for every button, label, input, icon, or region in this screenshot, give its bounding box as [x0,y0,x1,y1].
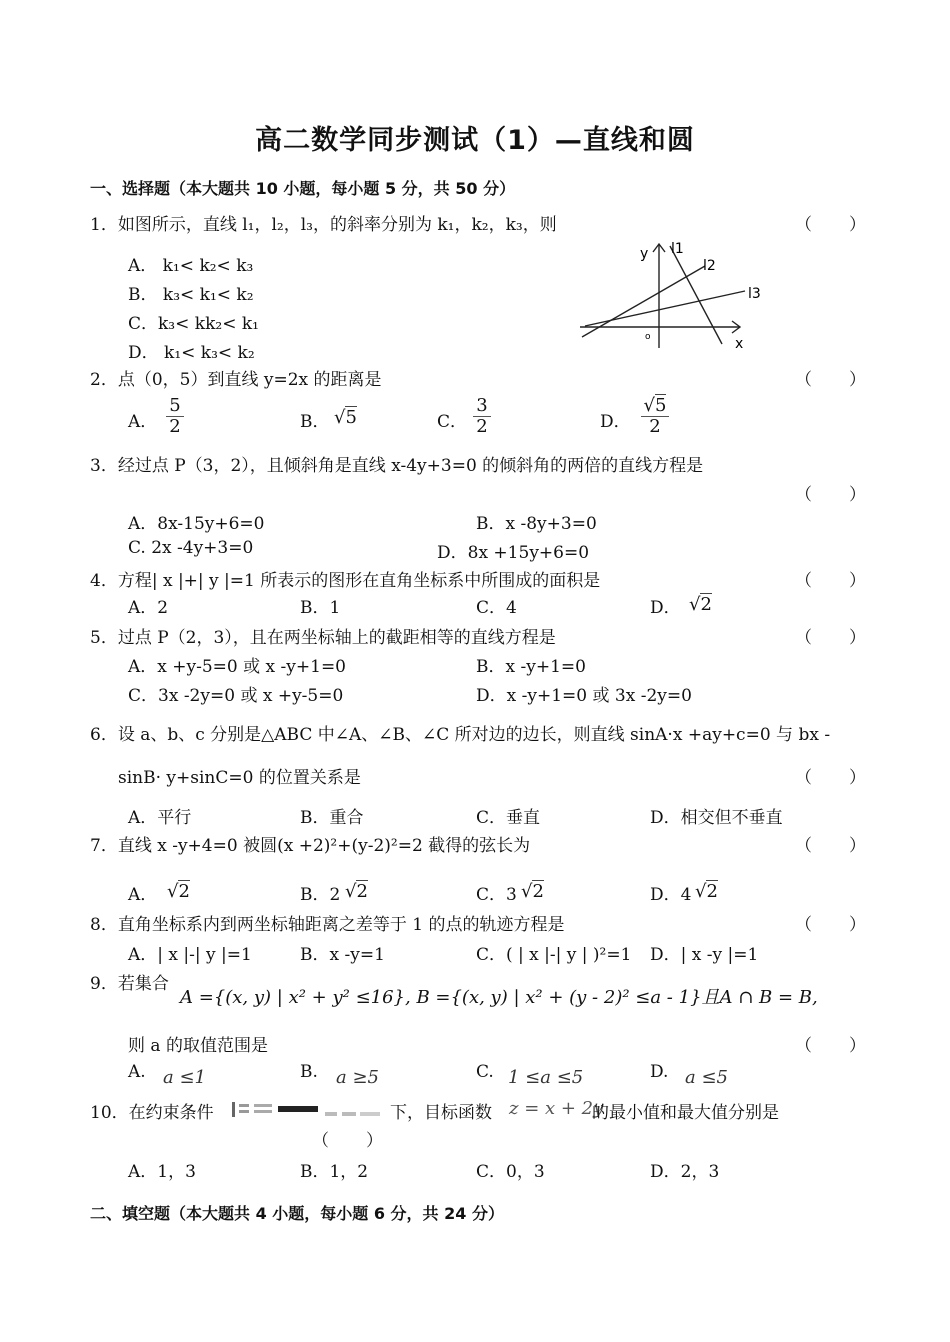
question-9-stem-cont: 则 a 的取值范围是 [128,1036,268,1056]
answer-blank-3[interactable]: （ ） [795,485,876,505]
q4-option-a[interactable]: A．2 [128,598,169,618]
q4-option-d[interactable]: D． [650,598,681,618]
q7-b-root: √2 [345,881,368,902]
q2-option-d[interactable]: D． [600,412,631,432]
question-5-stem: 5．过点 P（2，3），且在两坐标轴上的截距相等的直线方程是 [90,628,556,648]
question-6-stem: 6．设 a、b、c 分别是△ABC 中∠A、∠B、∠C 所对边的边长，则直线 sinA·x +ay+c=0 与 bx - [90,725,831,745]
q5-option-a[interactable]: A．x +y-5=0 或 x -y+1=0 [128,657,347,677]
slope-figure [570,236,780,356]
q7-option-b[interactable]: B．2 [300,885,341,905]
q9-option-c[interactable]: C. [476,1062,494,1082]
question-3-stem: 3．经过点 P（3，2），且倾斜角是直线 x-4y+3=0 的倾斜角的两倍的直线方程是 [90,456,704,476]
q1-option-c[interactable]: C．k₃< kk₂< k₁ [128,314,259,334]
q7-d-root: √2 [695,881,718,902]
q5-option-c[interactable]: C．3x -2y=0 或 x +y-5=0 [128,686,344,706]
answer-blank-9[interactable]: （ ） [795,1036,876,1056]
q9-a-value: a ≤1 [163,1067,206,1088]
answer-blank-5[interactable]: （ ） [795,628,876,648]
q9-option-d[interactable]: D. [650,1062,669,1082]
q2-b-value: √5 [334,407,357,428]
question-10-stem-end: 的最小值和最大值分别是 [592,1103,779,1123]
constraint-image-placeholder [230,1098,385,1120]
q7-option-a[interactable]: A． [128,885,158,905]
q10-option-a[interactable]: A．1，3 [128,1162,196,1182]
q2-a-fraction: 5 2 [166,396,184,437]
q7-a-root: √2 [167,881,190,902]
q8-option-a[interactable]: A．| x |-| y |=1 [128,945,252,965]
question-8-stem: 8．直角坐标系内到两坐标轴距离之差等于 1 的点的轨迹方程是 [90,915,565,935]
question-10-stem-mid: 下，目标函数 [390,1103,492,1123]
answer-blank-4[interactable]: （ ） [795,571,876,591]
question-6-stem-cont: sinB· y+sinC=0 的位置关系是 [118,768,361,788]
q6-option-c[interactable]: C．垂直 [476,808,541,828]
q1-option-d[interactable]: D． k₁< k₃< k₂ [128,343,255,363]
q8-option-c[interactable]: C．( | x |-| y | )²=1 [476,945,632,965]
q2-option-a[interactable]: A． [128,412,158,432]
question-2-stem: 2．点（0，5）到直线 y=2x 的距离是 [90,370,382,390]
q3-option-c[interactable]: C. 2x -4y+3=0 [128,538,254,558]
q2-d-fraction: √5 2 [641,396,669,437]
q2-c-fraction: 3 2 [473,396,491,437]
l3-label: l3 [748,286,761,302]
q7-option-d[interactable]: D．4 [650,885,692,905]
answer-blank-8[interactable]: （ ） [795,915,876,935]
q10-objective: z = x + 2y [509,1098,604,1119]
q5-option-b[interactable]: B．x -y+1=0 [476,657,586,677]
question-1-stem: 1．如图所示，直线 l₁，l₂，l₃，的斜率分别为 k₁，k₂，k₃，则 [90,215,557,235]
answer-blank-1[interactable]: （ ） [795,215,876,235]
q5-option-d[interactable]: D．x -y+1=0 或 3x -2y=0 [476,686,692,706]
q7-c-root: √2 [521,881,544,902]
q10-option-d[interactable]: D．2，3 [650,1162,720,1182]
q9-c-value: 1 ≤a ≤5 [508,1067,584,1088]
question-7-stem: 7．直线 x -y+4=0 被圆(x +2)²+(y-2)²=2 截得的弦长为 [90,836,531,856]
q4-option-b[interactable]: B．1 [300,598,341,618]
q3-option-b[interactable]: B．x -8y+3=0 [476,514,597,534]
q8-option-d[interactable]: D．| x -y |=1 [650,945,759,965]
q8-option-b[interactable]: B．x -y=1 [300,945,385,965]
q9-option-a[interactable]: A. [128,1062,146,1082]
q4-d-value: √2 [689,594,712,615]
origin-label: o [645,332,651,342]
q9-b-value: a ≥5 [336,1067,379,1088]
q10-option-c[interactable]: C．0，3 [476,1162,545,1182]
q7-option-c[interactable]: C．3 [476,885,517,905]
question-4-stem: 4．方程| x |+| y |=1 所表示的图形在直角坐标系中所围成的面积是 [90,571,601,591]
q2-option-c[interactable]: C． [437,412,468,432]
q6-option-d[interactable]: D．相交但不垂直 [650,808,783,828]
q6-option-a[interactable]: A．平行 [128,808,192,828]
question-9-stem: 9．若集合 [90,974,169,994]
q3-option-d[interactable]: D．8x +15y+6=0 [437,543,590,563]
answer-blank-10[interactable]: （ ） [312,1131,393,1151]
answer-blank-6[interactable]: （ ） [795,768,876,788]
q3-option-a[interactable]: A．8x-15y+6=0 [128,514,265,534]
l1-label: l1 [671,241,684,257]
q2-option-b[interactable]: B． [300,412,330,432]
q4-option-c[interactable]: C．4 [476,598,517,618]
q9-d-value: a ≤5 [685,1067,728,1088]
x-label: x [735,336,744,352]
q9-set-formula: A ={(x, y) | x² + y² ≤16}, B ={(x, y) | x² + (y - 2)² ≤a - 1}且A ∩ B = B, [180,987,818,1008]
page-title: 高二数学同步测试（1）—直线和圆 [255,125,695,156]
section-heading-choice: 一、选择题（本大题共 10 小题，每小题 5 分，共 50 分） [90,179,516,198]
q10-option-b[interactable]: B．1，2 [300,1162,369,1182]
section-heading-fill: 二、填空题（本大题共 4 小题，每小题 6 分，共 24 分） [90,1204,504,1223]
l2-label: l2 [703,258,716,274]
y-label: y [640,246,649,262]
q1-option-b[interactable]: B． k₃< k₁< k₂ [128,285,254,305]
line-l3 [585,291,745,326]
q9-option-b[interactable]: B. [300,1062,318,1082]
answer-blank-7[interactable]: （ ） [795,836,876,856]
q6-option-b[interactable]: B．重合 [300,808,364,828]
q1-option-a[interactable]: A． k₁< k₂< k₃ [128,256,254,276]
question-10-stem: 10．在约束条件 [90,1103,214,1123]
answer-blank-2[interactable]: （ ） [795,370,876,390]
